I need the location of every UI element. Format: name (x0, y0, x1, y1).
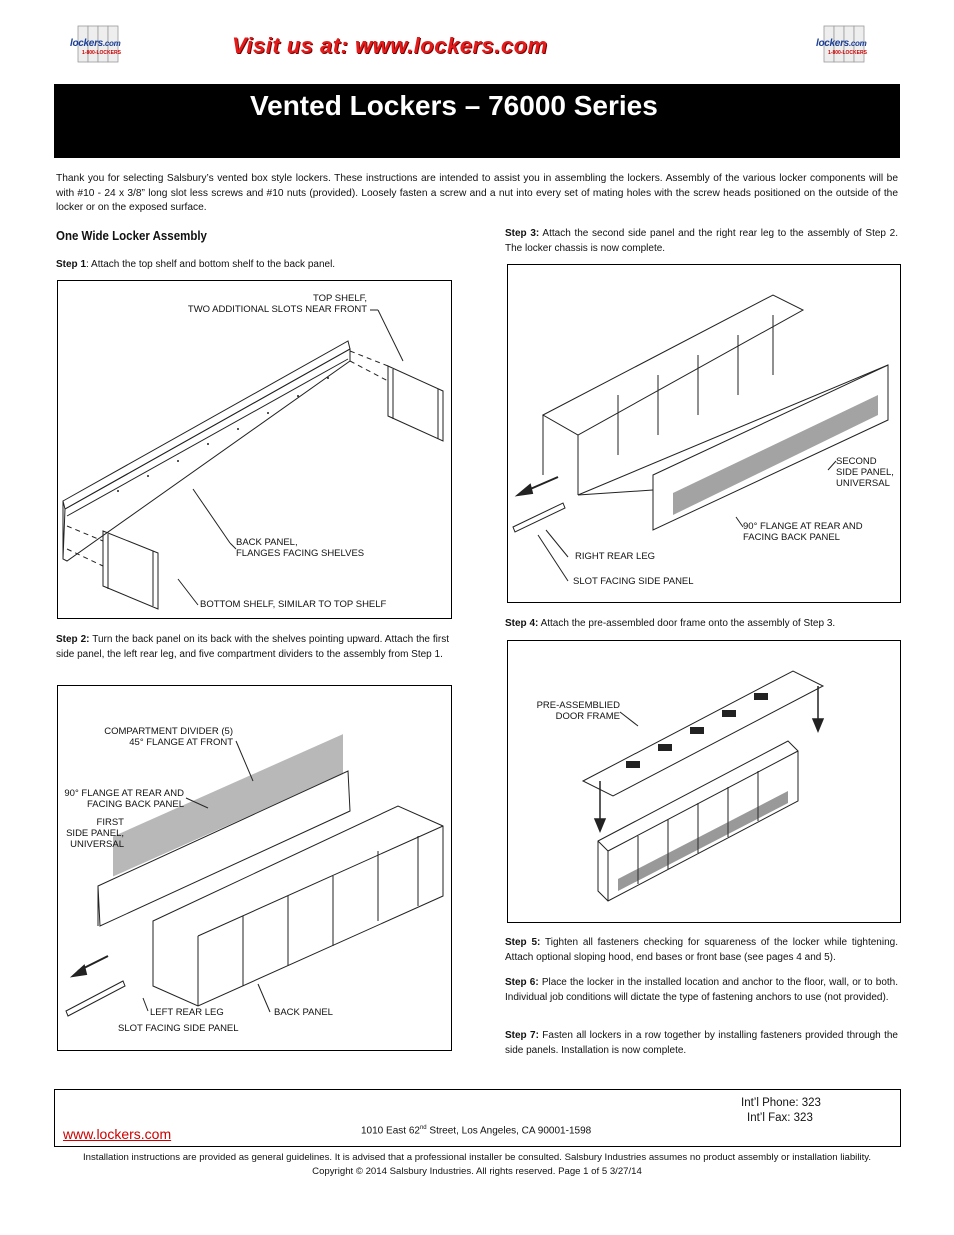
label-bottom-shelf: BOTTOM SHELF, SIMILAR TO TOP SHELF (200, 599, 387, 610)
logo-brand: lockers.com (70, 38, 121, 49)
second-side-panel-drawing (508, 265, 902, 604)
visit-website-link[interactable]: Visit us at: www.lockers.com (232, 33, 548, 58)
footer-address: 1010 East 62nd Street, Los Angeles, CA 90001-1598 (361, 1125, 592, 1137)
label-90-flange: 90° FLANGE AT REAR AND FACING BACK PANEL (64, 788, 184, 810)
figure-step-3 (507, 264, 901, 603)
step-4: Step 4: Attach the pre-assembled door frame onto the assembly of Step 3. (505, 618, 836, 629)
logo-phone: 1-800-LOCKERS (828, 50, 867, 56)
label-slot-facing: SLOT FACING SIDE PANEL (573, 576, 694, 587)
label-right-rear-leg: RIGHT REAR LEG (575, 551, 656, 562)
back-panel-shelves-drawing (58, 281, 453, 620)
logo-brand: lockers.com (816, 38, 867, 49)
intro-paragraph: Thank you for selecting Salsbury’s vented box style lockers. These instructions are intended to assist you in assembling the lockers. Assembly of the various locker components will be with #10 - 24 x 3/8” long slot less screws and #10 nuts (provided). Loosely fasten a screw and a nut into every set of mating holes with the screw heads positioned on the outside of the locker or on the exposed surface. (56, 173, 898, 213)
footer-box (54, 1089, 901, 1147)
figure-step-2 (57, 685, 452, 1051)
footer-website-link[interactable]: www.lockers.com (63, 1126, 172, 1142)
step-2: Step 2: Turn the back panel on its back with the shelves pointing upward. Attach the first side panel, the left rear leg, and five compartment dividers to the assembly from Step 1. (56, 634, 449, 660)
disclaimer: Installation instructions are provided as general guidelines. It is advised that a professional installer be consulted. Salsbury Industries assumes no product assembly or installation liability. Copyright © 2014 Salsbury Industries. All rights reserved. Page 1 of 5 3/27/14 (83, 1152, 871, 1177)
label-top-shelf: TOP SHELF, TWO ADDITIONAL SLOTS NEAR FRONT (187, 293, 367, 315)
label-back-panel: BACK PANEL (274, 1007, 333, 1018)
step-3: Step 3: Attach the second side panel and the right rear leg to the assembly of Step 2. The locker chassis is now complete. (505, 228, 899, 254)
step-7: Step 7: Fasten all lockers in a row together by installing fasteners provided through the side panels. Installation is now complete. (505, 1030, 898, 1056)
step-6: Step 6: Place the locker in the installed location and anchor to the floor, wall, or to both. Individual job conditions will dictate the type of fastening anchors to use (not provided). (505, 977, 898, 1003)
label-second-side-panel: SECOND SIDE PANEL, UNIVERSAL (836, 456, 894, 489)
title-bar (54, 84, 900, 158)
label-slot-facing: SLOT FACING SIDE PANEL (118, 1023, 239, 1034)
step-5: Step 5: Tighten all fasteners checking for squareness of the locker while tightening. Attach optional sloping hood, end bases or front base (see pages 4 and 5). (505, 937, 898, 963)
footer-fax: Int’l Fax: 323 (747, 1112, 813, 1124)
lockers-logo-left[interactable] (68, 24, 138, 66)
label-back-panel: BACK PANEL, FLANGES FACING SHELVES (236, 537, 365, 559)
door-frame-drawing (508, 641, 902, 924)
label-90-flange: 90° FLANGE AT REAR AND FACING BACK PANEL (743, 521, 863, 543)
logo-phone: 1-800-LOCKERS (82, 50, 121, 56)
label-compartment-divider: COMPARTMENT DIVIDER (5) 45° FLANGE AT FRONT (104, 726, 233, 748)
label-door-frame: PRE-ASSEMBLIED DOOR FRAME (536, 700, 620, 722)
figure-step-4 (507, 640, 901, 923)
step-1: Step 1: Attach the top shelf and bottom shelf to the back panel. (56, 259, 336, 270)
footer-phone: Int’l Phone: 323 (741, 1097, 821, 1109)
section-heading: One Wide Locker Assembly (56, 229, 207, 243)
page-title: Vented Lockers – 76000 Series (250, 90, 658, 121)
figure-step-1 (57, 280, 452, 619)
label-left-rear-leg: LEFT REAR LEG (150, 1007, 224, 1018)
label-first-side-panel: FIRST SIDE PANEL, UNIVERSAL (66, 817, 124, 850)
lockers-logo-right[interactable] (814, 24, 884, 66)
